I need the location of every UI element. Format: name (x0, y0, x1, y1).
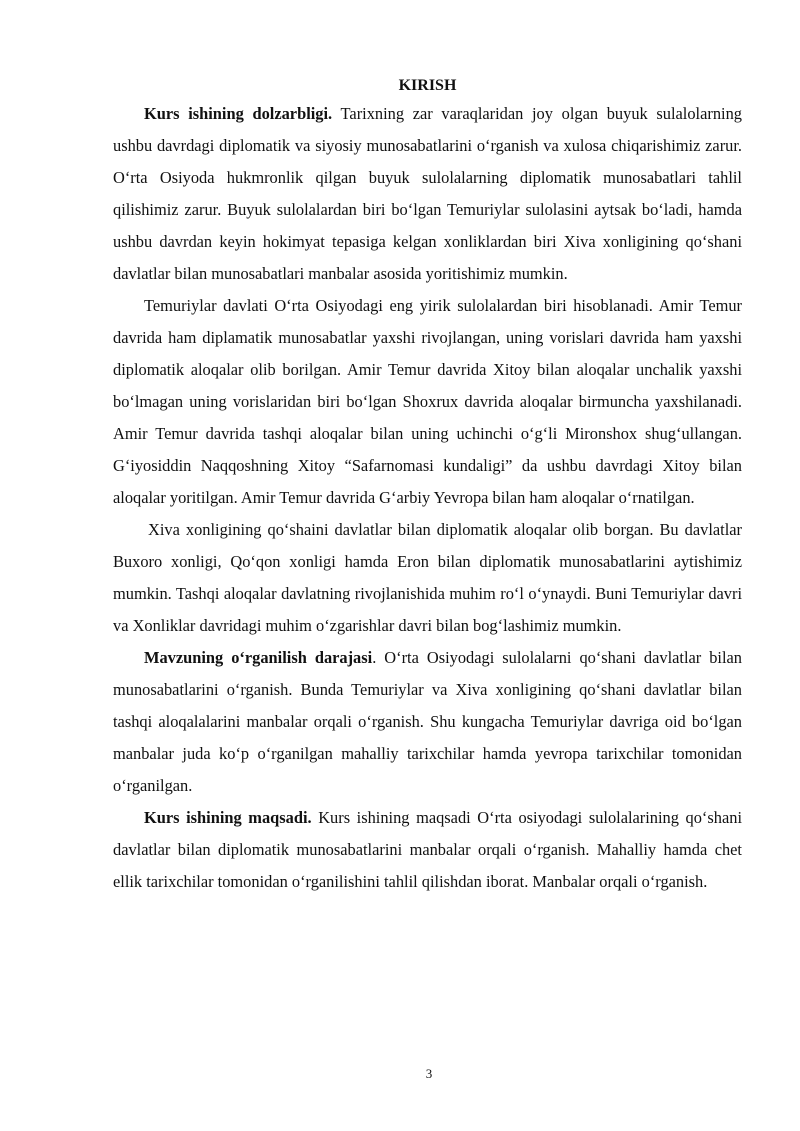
paragraph-text: Xiva xonligining qoʻshaini davlatlar bilan diplomatik aloqalar olib borgan. Bu davlatlar Buxoro xonligi, Qoʻqon xonligi hamda Eron bilan diplomatik munosabatlarini aytishimiz mumkin. Tashqi aloqalar davlatning rivojlanishida muhim roʻl oʻynaydi. Buni Temuriylar davri va Xonliklar davridagi muhim oʻzgarishlar davri bilan bogʻlashimiz mumkin. (113, 520, 742, 635)
page-title: KIRISH (398, 77, 457, 94)
page-content (113, 76, 742, 898)
paragraph-khiva (113, 514, 742, 642)
paragraph-study-level (113, 642, 742, 802)
paragraph-relevance (113, 98, 742, 290)
paragraph-text: Kurs ishining maqsadi Oʻrta osiyodagi sulolalarining qoʻshani davlatlar bilan diplomatik munosabatlarini manbalar orqali oʻrganish. Mahalliy hamda chet ellik tarixchilar tomonidan oʻrganilishini tahlil qilishdan iborat. Manbalar orqali oʻrganish. (113, 808, 742, 891)
paragraph-text: . Oʻrta Osiyodagi sulolalarni qoʻshani davlatlar bilan munosabatlarini oʻrganish. Bunda Temuriylar va Xiva xonligining qoʻshani davlatlar bilan tashqi aloqalalarini manbalar orqali oʻrganish. Shu kungacha Temuriylar davriga oid boʻlgan manbalar juda koʻp oʻrganilgan mahalliy tarixchilar hamda yevropa tarixchilar tomonidan oʻrganilgan. (113, 648, 743, 795)
paragraph-lead: Kurs ishining dolzarbligi. (144, 104, 333, 123)
paragraph-goal (113, 802, 742, 898)
paragraph-text: Temuriylar davlati Oʻrta Osiyodagi eng yirik sulolalardan biri hisoblanadi. Amir Temur davrida ham diplamatik munosabatlar yaxshi rivojlangan, uning vorislari davrida ham yaxshi diplomatik aloqalar olib borilgan. Amir Temur davrida Xitoy bilan aloqalar unchalik yaxshi boʻlmagan uning vorislaridan biri boʻlgan Shoxrux davrida aloqalar birmuncha yaxshilanadi. Amir Temur davrida tashqi aloqalar bilan uning uchinchi oʻgʻli Mironshox shugʻullangan. Gʻiyosiddin Naqqoshning Xitoy “Safarnomasi kundaligi” da ushbu davrdagi Xitoy bilan aloqalar yoritilgan. Amir Temur davrida Gʻarbiy Yevropa bilan ham aloqalar oʻrnatilgan. (113, 296, 742, 507)
paragraph-lead: Mavzuning oʻrganilish darajasi (144, 648, 373, 667)
paragraph-lead: Kurs ishining maqsadi. (144, 808, 312, 827)
paragraph-timurids (113, 290, 742, 514)
page-number: 3 (425, 1066, 433, 1081)
paragraph-text: Tarixning zar varaqlaridan joy olgan buyuk sulalolarning ushbu davrdagi diplomatik va siyosiy munosabatlarini oʻrganish va xulosa chiqarishimiz zarur. Oʻrta Osiyoda hukmronlik qilgan buyuk sulolalarning diplomatik munosabatlari tahlil qilishimiz zarur. Buyuk sulolalardan biri boʻlgan Temuriylar sulolasini aytsak boʻladi, hamda ushbu davrdan keyin hokimyat tepasiga kelgan xonliklardan biri Xiva xonligining qoʻshani davlatlar bilan munosabatlari manbalar asosida yoritishimiz mumkin. (113, 104, 742, 283)
